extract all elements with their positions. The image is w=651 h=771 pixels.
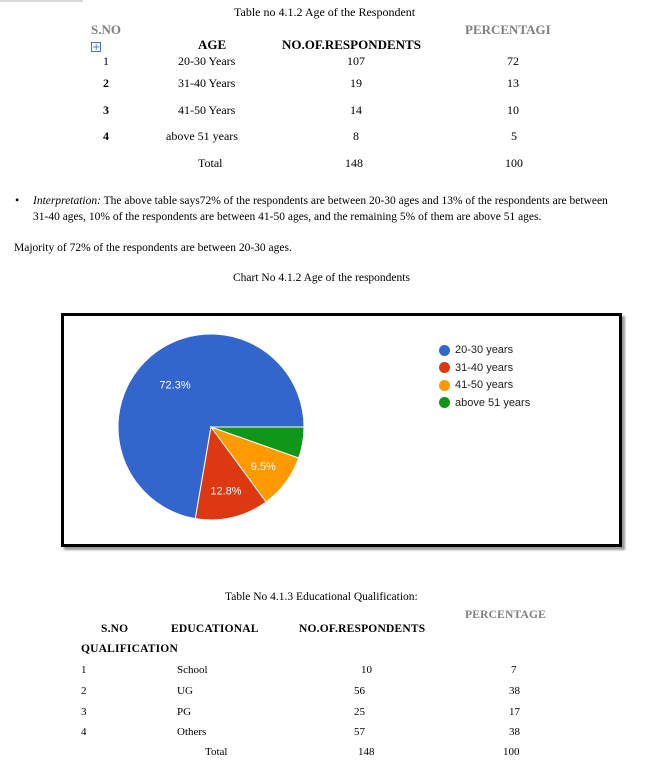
table2-caption: Table No 4.1.3 Educational Qualification: [225,591,418,603]
table2-row3-sno: 3 [81,706,87,718]
pie-label-1: 72.3% [159,379,191,392]
table2-header-educational: EDUCATIONAL [171,623,259,635]
table1-row3-percentage: 10 [507,103,519,117]
table2-header-respondents: NO.OF.RESPONDENTS [299,623,426,635]
table1-row1-percentage: 72 [507,54,519,68]
interpretation-bullet: • [15,193,20,207]
table1-caption: Table no 4.1.2 Age of the Respondent [234,5,416,19]
table1-total-label: Total [198,156,223,170]
table1-row4-age: above 51 years [166,129,238,143]
pie-svg [64,316,619,544]
legend-item [439,343,513,357]
table2-row3-respondents: 25 [354,706,365,718]
table2-row1-respondents: 10 [361,664,372,676]
table1-row4-sno: 4 [103,129,109,143]
table2-row3-percentage: 17 [509,706,520,718]
table2-row4-sno: 4 [81,726,87,738]
legend-swatch [439,345,450,356]
table1-total-respondents: 148 [345,156,363,170]
interpretation-line2: 31-40 ages, 10% of the respondents are between 41-50 ages, and the remaining 5% of them are above 51 ages. [33,211,542,223]
table1-row2-age: 31-40 Years [178,76,236,90]
legend-label: 31-40 years [455,361,514,374]
legend-label: above 51 years [455,396,531,409]
table2-total-respondents: 148 [358,746,375,758]
top-divider [0,0,83,2]
table1-header-respondents: NO.OF.RESPONDENTS [282,37,421,52]
majority-text: Majority of 72% of the respondents are between 20-30 ages. [14,242,292,254]
table2-row1-percentage: 7 [511,664,517,676]
table1-header-age: AGE [198,37,227,52]
table1-total-percentage: 100 [505,156,523,170]
table1-row2-percentage: 13 [507,76,519,90]
table2-row4-qual: Others [177,726,207,738]
legend-label: 41-50 years [455,379,514,391]
legend-item [439,361,513,375]
legend-swatch [439,380,450,391]
table2-row2-sno: 2 [81,685,87,697]
table2-row1-sno: 1 [81,664,87,676]
interpretation-text1: The above table says72% of the respondents are between 20-30 ages and 13% of the respondents are between [100,195,608,207]
table2-row4-respondents: 57 [354,726,365,738]
table2-header-qualification: QUALIFICATION [81,643,178,655]
table1-row2-respondents: 19 [350,76,362,90]
table2-header-sno: S.NO [101,623,129,635]
table1-row4-percentage: 5 [511,129,517,143]
interpretation-lead: Interpretation: [33,195,101,207]
table2-row2-qual: UG [177,685,193,697]
table2-row1-qual: School [177,664,208,676]
table1-row1-sno: 1 [103,54,109,68]
table1-header-percentage: PERCENTAGI [465,22,551,37]
interpretation-line1 [33,193,608,209]
table1-row3-respondents: 14 [350,103,362,117]
table2-row2-respondents: 56 [354,685,365,697]
legend-item [439,396,530,410]
table2-header-percentage: PERCENTAGE [465,609,547,621]
table2-total-percentage: 100 [503,746,520,758]
pie-label-3: 9.5% [250,460,276,473]
table1-row1-age: 20-30 Years [178,54,236,68]
table2-row4-percentage: 38 [509,726,520,738]
table1-row3-sno: 3 [103,103,109,117]
table2-total-label: Total [205,746,228,758]
legend-label: 20-30 years [455,344,514,356]
legend-item [439,378,513,392]
chart-caption: Chart No 4.1.2 Age of the respondents [233,272,410,284]
legend-swatch [439,362,450,373]
table1-row2-sno: 2 [103,76,109,90]
legend-swatch [439,397,450,408]
table1-header-sno: S.NO [91,22,121,37]
table1-row1-respondents: 107 [347,54,365,68]
age-pie-chart [61,313,622,547]
table2-row2-percentage: 38 [509,685,520,697]
table-expand-icon[interactable]: + [92,42,101,53]
table1-row4-respondents: 8 [353,129,359,143]
pie-label-2: 12.8% [210,485,242,498]
table2-row3-qual: PG [177,706,192,718]
table1-row3-age: 41-50 Years [178,103,236,117]
